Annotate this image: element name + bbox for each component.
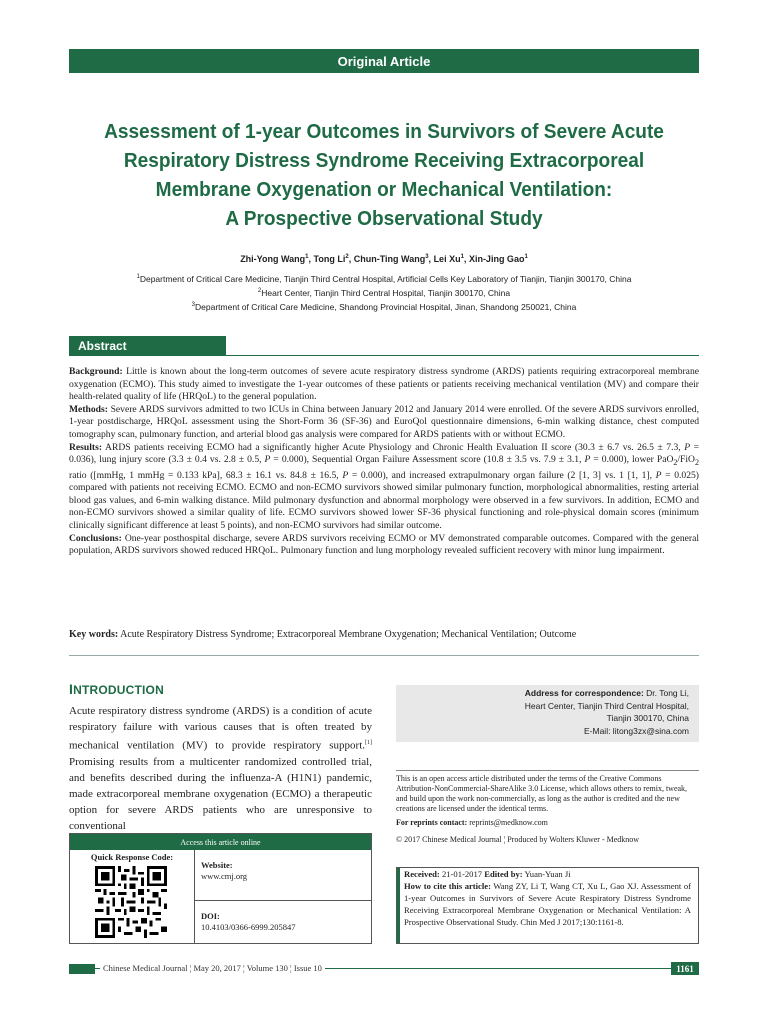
article-type-label: Original Article [337, 53, 431, 69]
website-label: Website: [201, 860, 233, 870]
received-date: 21-01-2017 [441, 869, 483, 879]
reprints-email[interactable]: reprints@medknow.com [469, 818, 548, 827]
cite-label: How to cite this article: [404, 881, 491, 891]
author-affiliation-mark: 2 [345, 254, 349, 260]
page-number-label: 1161 [676, 963, 694, 974]
editor-name: Yuan-Yuan Ji [524, 869, 571, 879]
citation-box [396, 867, 699, 944]
keywords [69, 629, 699, 640]
author-name: Zhi-Yong Wang [240, 254, 306, 264]
conclusions-text: One-year posthospital discharge, severe ARDS survivors receiving ECMO or MV demonstrated comparable outcomes. Compared with the general population, ARDS survivors showed reduced HRQoL. Pulmonary function and lung morphology revealed sufficient recovery with minor lung impairment. [69, 532, 700, 557]
abstract-conclusions [69, 533, 699, 558]
author-name: Xin-Jing Gao [468, 254, 525, 264]
abstract-heading-label: Abstract [78, 339, 127, 353]
abstract-results [69, 442, 699, 533]
intro-paragraph: Acute respiratory distress syndrome (ARDS) is a condition of acute respiratory failure with various causes that is often treated by mechanical ventilation (MV) to provide respiratory support. [69, 705, 372, 752]
reprints-label: For reprints contact: [396, 818, 468, 827]
p-value-symbol: P [264, 454, 271, 466]
affiliation-text: Department of Critical Care Medicine, Shandong Provincial Hospital, Jinan, Shandong 250021, China [195, 301, 577, 312]
affiliation-mark: 1 [136, 274, 140, 280]
qr-column [70, 850, 195, 943]
affiliation-mark: 3 [191, 301, 196, 308]
cite-text: Wang ZY, Li T, Wang CT, Xu L, Gao XJ. Assessment of 1-year Outcomes in Survivors of Severe Acute Respiratory Distress Syndrome Receiving Extracorporeal Membrane Oxygenation or Mechanical Ventilation: A Prospective Observational Study. Chin Med J 2017;130:1161-8. [404, 881, 691, 927]
received-label: Received: [404, 869, 440, 879]
article-type-banner [69, 49, 699, 73]
p-value-symbol: P [655, 469, 662, 481]
citation-box-accent [397, 868, 400, 943]
page-number [671, 962, 699, 975]
correspondence-box [396, 685, 699, 742]
results-text: = 0.036), lung injury score (3.3 ± 0.4 vs. 2.8 ± 0.5, [69, 441, 699, 466]
access-box-title: Access this article online [180, 837, 261, 847]
methods-label: Methods: [69, 403, 108, 415]
affiliation-text: Heart Center, Tianjin Third Central Hospital, Tianjin 300170, China [261, 287, 511, 298]
results-text: = 0.000), Sequential Organ Failure Assessment score (10.8 ± 3.5 vs. 7.9 ± 3.1, [270, 454, 585, 466]
affiliation-mark: 2 [257, 287, 262, 294]
footer-accent [69, 964, 95, 974]
p-value-symbol: P [584, 454, 591, 466]
p-value-symbol: P [342, 469, 349, 481]
copyright-line: © 2017 Chinese Medical Journal ¦ Produced by Wolters Kluwer - Medknow [396, 835, 640, 844]
title-line: Assessment of 1-year Outcomes in Survivors of Severe Acute [104, 120, 664, 143]
introduction-text [69, 703, 372, 834]
affiliation [40, 285, 728, 299]
results-text: = 0.000), and increased extrapulmonary organ failure (2 [1, 3] vs. 1 [1, 1], [348, 469, 656, 481]
author-affiliation-mark: 3 [425, 254, 429, 260]
results-text: ratio ([mmHg, 1 mmHg = 0.133 kPa], 68.3 ± 16.1 vs. 84.8 ± 16.5, [69, 469, 343, 481]
article-title [64, 117, 704, 233]
author-affiliation-mark: 1 [524, 254, 528, 260]
correspondence-email[interactable]: E-Mail: litong3zx@sina.com [584, 725, 689, 736]
conclusions-label: Conclusions: [69, 532, 122, 544]
reprints-contact [396, 818, 699, 827]
results-text: = 0.025) compared with patients not receiving ECMO. ECMO and non-ECMO survivors showed similar pulmonary function, morphological abnormalities, resting arterial blood gas values, and 6-min walking distance. Mild pulmonary dysfunction and abnormal morphology were observed in a few survivors. In addition, ECMO and non-ECMO survivors showed a similar quality of life. ECMO survivors showed lower SF-36 physical functioning and role-physical domain scores (minimum clinically significant difference at least 5 points), and non-ECMO survivors had similar outcome. [69, 469, 699, 532]
results-text: ARDS patients receiving ECMO had a significantly higher Acute Physiology and Chronic Health Evaluation II score (30.3 ± 6.7 vs. 26.5 ± 7.3, [105, 441, 685, 453]
doi-cell [195, 902, 371, 943]
author-name: Chun-Ting Wang [353, 254, 426, 264]
abstract-methods [69, 404, 699, 442]
heading-initial: I [69, 681, 74, 697]
results-text: = 0.000), lower PaO [590, 454, 674, 466]
author-name: Lei Xu [433, 254, 461, 264]
affiliation-list [40, 271, 728, 312]
affiliation [40, 299, 728, 313]
keywords-text: Acute Respiratory Distress Syndrome; Extracorporeal Membrane Oxygenation; Mechanical Ventilation; Outcome [120, 629, 577, 640]
background-label: Background: [69, 366, 123, 377]
affiliation [40, 271, 728, 285]
correspondence-name: Dr. Tong Li, [646, 688, 689, 698]
access-box-header [70, 834, 371, 850]
doi-label: DOI: [201, 911, 220, 921]
correspondence-label: Address for correspondence: [524, 688, 644, 698]
title-line: Respiratory Distress Syndrome Receiving Extracorporeal [123, 149, 645, 172]
author-affiliation-mark: 1 [305, 254, 309, 260]
p-value-symbol: P [684, 441, 691, 453]
abstract-heading [69, 336, 226, 356]
author-list: Zhi-Yong Wang$^1$, Tong Li$^2$, Chun-Ting Wang$^3$, Lei Xu$^1$, Xin-Jing Gao$^1$ [240, 254, 528, 264]
background-text: Little is known about the long-term outcomes of severe acute respiratory distress syndrome (ARDS) patients requiring extracorporeal membrane oxygenation (ECMO). This study aimed to investigate the 1-year outcomes of these patients or patients receiving mechanical ventilation (MV) and compare their health-related quality of life (HRQoL) to the general population. [69, 366, 699, 403]
license-text: This is an open access article distributed under the terms of the Creative Commons Attribution-NonCommercial-ShareAlike 3.0 License, which allows others to remix, tweak, and build upon the work non-commercially, as long as the author is credited and the new creations are licensed under the identical terms. [396, 774, 688, 813]
results-label: Results: [69, 441, 103, 453]
abstract-background [69, 366, 699, 404]
title-line: Membrane Oxygenation or Mechanical Ventilation: [155, 178, 613, 201]
author-name: Tong Li [313, 254, 346, 264]
author-affiliation-mark: 1 [460, 254, 464, 260]
results-text: /FiO [677, 454, 695, 466]
citation-ref[interactable]: [1] [365, 740, 372, 746]
doi-link[interactable]: 10.4103/0366-6999.205847 [201, 922, 296, 932]
title-line: A Prospective Observational Study [225, 207, 543, 230]
subscript: 2 [695, 458, 699, 468]
footer-journal-info: Chinese Medical Journal ¦ May 20, 2017 ¦ Volume 130 ¦ Issue 10 [100, 963, 325, 973]
keywords-label: Key words: [69, 629, 119, 640]
license-notice [396, 770, 699, 814]
intro-paragraph: Promising results from a multicenter randomized controlled trial, and benefits described during the influenza-A (H1N1) pandemic, made extracorporeal membrane oxygenation (ECMO) a therapeutic option for severe ARDS patients who are unresponsive to conventional [69, 755, 372, 832]
introduction-heading [69, 681, 164, 697]
abstract-body [69, 366, 699, 558]
correspondence-line: Heart Center, Tianjin Third Central Hospital, [524, 700, 689, 711]
heading-rest: NTRODUCTION [73, 683, 164, 697]
keywords-divider [69, 655, 699, 656]
qr-label: Quick Response Code: [90, 852, 174, 862]
license-divider [396, 770, 699, 771]
methods-text: Severe ARDS survivors admitted to two ICUs in China between January 2012 and January 2014 were enrolled. Of the severe ARDS survivors enrolled, 1-year postdischarge, HRQoL assessment using the Short-Form 36 (SF-36) and EuroQol questionnaire dimensions, 6-min walking distance, chest computed tomography scan, pulmonary function, and arterial blood gas analysis were compared for ARDS patients with or without ECMO. [69, 403, 699, 440]
qr-code-icon[interactable] [95, 866, 167, 938]
edited-label: Edited by: [484, 869, 523, 879]
subscript: 2 [673, 458, 678, 468]
website-cell [195, 850, 371, 901]
correspondence-line: Tianjin 300170, China [606, 713, 689, 723]
affiliation-text: Department of Critical Care Medicine, Tianjin Third Central Hospital, Artificial Cells Key Laboratory of Tianjin, Tianjin 300170, China [139, 273, 632, 284]
website-link[interactable]: www.cmj.org [201, 871, 248, 881]
access-online-box [69, 833, 372, 944]
